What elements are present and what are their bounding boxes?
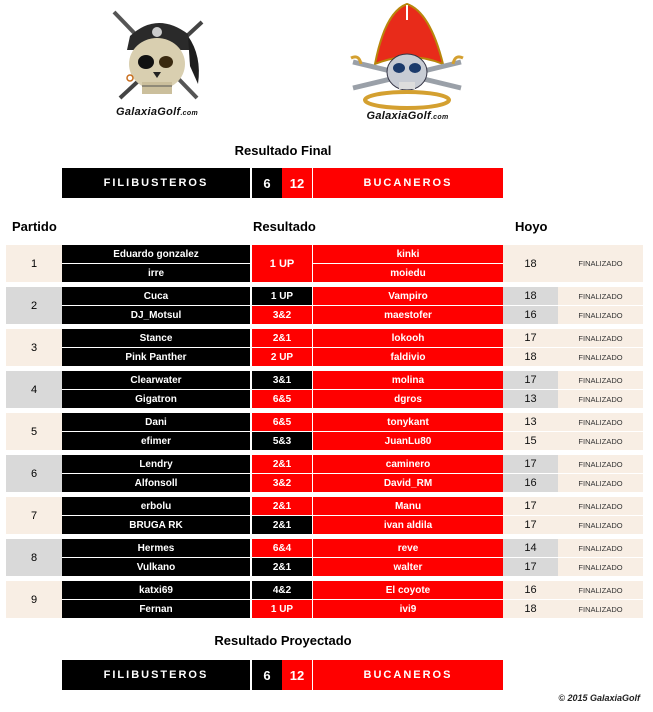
match-result: 3&2 — [252, 306, 312, 324]
match-status: FINALIZADO — [558, 306, 643, 324]
match-result: 3&1 — [252, 371, 312, 389]
match-hoyo: 18 — [503, 287, 558, 305]
right-player: reve — [313, 539, 503, 557]
right-player: Vampiro — [313, 287, 503, 305]
match-result: 2&1 — [252, 516, 312, 534]
match-subrow — [62, 306, 643, 324]
match-hoyo: 18 — [503, 348, 558, 366]
match-result: 1 UP — [252, 245, 312, 282]
match-result: 5&3 — [252, 432, 312, 450]
column-header-hoyo: Hoyo — [515, 219, 548, 234]
match-result: 2&1 — [252, 455, 312, 473]
match-row — [6, 497, 643, 534]
left-player: Eduardo gonzalez — [62, 245, 250, 263]
match-subrow — [62, 600, 643, 618]
match-number: 6 — [6, 455, 62, 492]
match-subrow — [62, 539, 643, 557]
match-hoyo: 15 — [503, 432, 558, 450]
match-result: 2&1 — [252, 497, 312, 515]
left-player: efimer — [62, 432, 250, 450]
match-status: FINALIZADO — [558, 516, 643, 534]
match-hoyo: 14 — [503, 539, 558, 557]
left-player: Pink Panther — [62, 348, 250, 366]
left-team-score: 6 — [252, 168, 282, 198]
right-player: moiedu — [313, 264, 503, 282]
match-subrow — [62, 516, 643, 534]
right-player: dgros — [313, 390, 503, 408]
left-team-score: 6 — [252, 660, 282, 690]
match-number: 4 — [6, 371, 62, 408]
team-logo-bucaneros — [340, 2, 475, 122]
match-number: 9 — [6, 581, 62, 618]
match-subrow — [62, 390, 643, 408]
match-result: 4&2 — [252, 581, 312, 599]
match-number: 1 — [6, 245, 62, 282]
team-logo-filibusteros — [96, 6, 218, 118]
left-player: Vulkano — [62, 558, 250, 576]
match-status: FINALIZADO — [558, 474, 643, 492]
left-player: Alfonsoll — [62, 474, 250, 492]
projected-result-title: Resultado Proyectado — [214, 633, 352, 648]
match-subrow — [62, 371, 643, 389]
left-player: irre — [62, 264, 250, 282]
match-status: FINALIZADO — [558, 558, 643, 576]
match-number: 7 — [6, 497, 62, 534]
brand-text: GalaxiaGolf.com — [366, 110, 449, 122]
final-scoreboard — [62, 168, 503, 198]
left-player: erbolu — [62, 497, 250, 515]
match-subrow — [62, 348, 643, 366]
match-number: 2 — [6, 287, 62, 324]
match-hoyo: 13 — [503, 390, 558, 408]
match-row — [6, 287, 643, 324]
pirate-skull-bandana-icon — [102, 6, 212, 106]
right-team-name: BUCANEROS — [313, 660, 503, 690]
match-subrow — [62, 329, 643, 347]
match-hoyo: 17 — [503, 329, 558, 347]
match-subrow — [62, 474, 643, 492]
match-hoyo: 16 — [503, 581, 558, 599]
match-row — [6, 329, 643, 366]
right-player: walter — [313, 558, 503, 576]
pirate-skull-red-hat-icon — [345, 2, 470, 110]
match-result: 6&5 — [252, 413, 312, 431]
final-result-title: Resultado Final — [234, 143, 332, 158]
match-row — [6, 539, 643, 576]
match-hoyo: 17 — [503, 455, 558, 473]
left-player: Stance — [62, 329, 250, 347]
right-player: ivi9 — [313, 600, 503, 618]
match-result: 2&1 — [252, 329, 312, 347]
match-subrow — [62, 497, 643, 515]
match-hoyo: 18 — [524, 257, 537, 270]
left-player: Dani — [62, 413, 250, 431]
right-player: ivan aldila — [313, 516, 503, 534]
right-player: David_RM — [313, 474, 503, 492]
match-hoyo: 13 — [503, 413, 558, 431]
match-number: 3 — [6, 329, 62, 366]
right-player: lokooh — [313, 329, 503, 347]
match-status: FINALIZADO — [558, 497, 643, 515]
match-number: 5 — [6, 413, 62, 450]
match-result: 6&5 — [252, 390, 312, 408]
match-result: 3&2 — [252, 474, 312, 492]
match-hoyo: 17 — [503, 516, 558, 534]
match-result: 1 UP — [252, 287, 312, 305]
left-player: DJ_Motsul — [62, 306, 250, 324]
match-result: 6&4 — [252, 539, 312, 557]
match-status: FINALIZADO — [558, 371, 643, 389]
match-status: FINALIZADO — [558, 432, 643, 450]
match-hoyo: 18 — [503, 600, 558, 618]
match-hoyo: 17 — [503, 371, 558, 389]
right-player: maestofer — [313, 306, 503, 324]
right-player: tonykant — [313, 413, 503, 431]
match-hoyo: 17 — [503, 497, 558, 515]
column-header-partido: Partido — [12, 219, 57, 234]
match-row — [6, 581, 643, 618]
match-subrow — [62, 558, 643, 576]
match-row — [6, 413, 643, 450]
right-player: JuanLu80 — [313, 432, 503, 450]
left-player: katxi69 — [62, 581, 250, 599]
right-player: El coyote — [313, 581, 503, 599]
match-number: 8 — [6, 539, 62, 576]
match-subrow — [62, 455, 643, 473]
match-subrow — [62, 413, 643, 431]
match-subrow — [62, 581, 643, 599]
match-subrow — [62, 287, 643, 305]
match-row — [6, 371, 643, 408]
match-status: FINALIZADO — [558, 539, 643, 557]
match-subrow — [62, 432, 643, 450]
match-status: FINALIZADO — [558, 287, 643, 305]
match-status: FINALIZADO — [558, 581, 643, 599]
left-player: Clearwater — [62, 371, 250, 389]
match-status: FINALIZADO — [558, 455, 643, 473]
right-player: faldivio — [313, 348, 503, 366]
brand-text: GalaxiaGolf.com — [116, 106, 198, 118]
copyright-text: © 2015 GalaxiaGolf — [558, 693, 640, 703]
match-status: FINALIZADO — [558, 600, 643, 618]
right-player: kinki — [313, 245, 503, 263]
left-player: Fernan — [62, 600, 250, 618]
left-team-name: FILIBUSTEROS — [62, 660, 250, 690]
left-player: Cuca — [62, 287, 250, 305]
left-player: Hermes — [62, 539, 250, 557]
right-team-score: 12 — [282, 168, 312, 198]
match-status: FINALIZADO — [558, 413, 643, 431]
right-player: caminero — [313, 455, 503, 473]
left-player: BRUGA RK — [62, 516, 250, 534]
left-player: Gigatron — [62, 390, 250, 408]
match-result: 2 UP — [252, 348, 312, 366]
match-status: FINALIZADO — [558, 390, 643, 408]
right-player: Manu — [313, 497, 503, 515]
match-hoyo: 16 — [503, 474, 558, 492]
right-team-score: 12 — [282, 660, 312, 690]
match-hoyo: 17 — [503, 558, 558, 576]
right-player: molina — [313, 371, 503, 389]
match-status: FINALIZADO — [558, 348, 643, 366]
match-result: 2&1 — [252, 558, 312, 576]
left-player: Lendry — [62, 455, 250, 473]
match-hoyo: 16 — [503, 306, 558, 324]
column-header-resultado: Resultado — [253, 219, 316, 234]
match-result: 1 UP — [252, 600, 312, 618]
match-status: FINALIZADO — [558, 329, 643, 347]
match-row — [6, 455, 643, 492]
match-row — [6, 245, 643, 282]
projected-scoreboard — [62, 660, 503, 690]
left-team-name: FILIBUSTEROS — [62, 168, 250, 198]
right-team-name: BUCANEROS — [313, 168, 503, 198]
match-status: FINALIZADO — [558, 245, 643, 282]
